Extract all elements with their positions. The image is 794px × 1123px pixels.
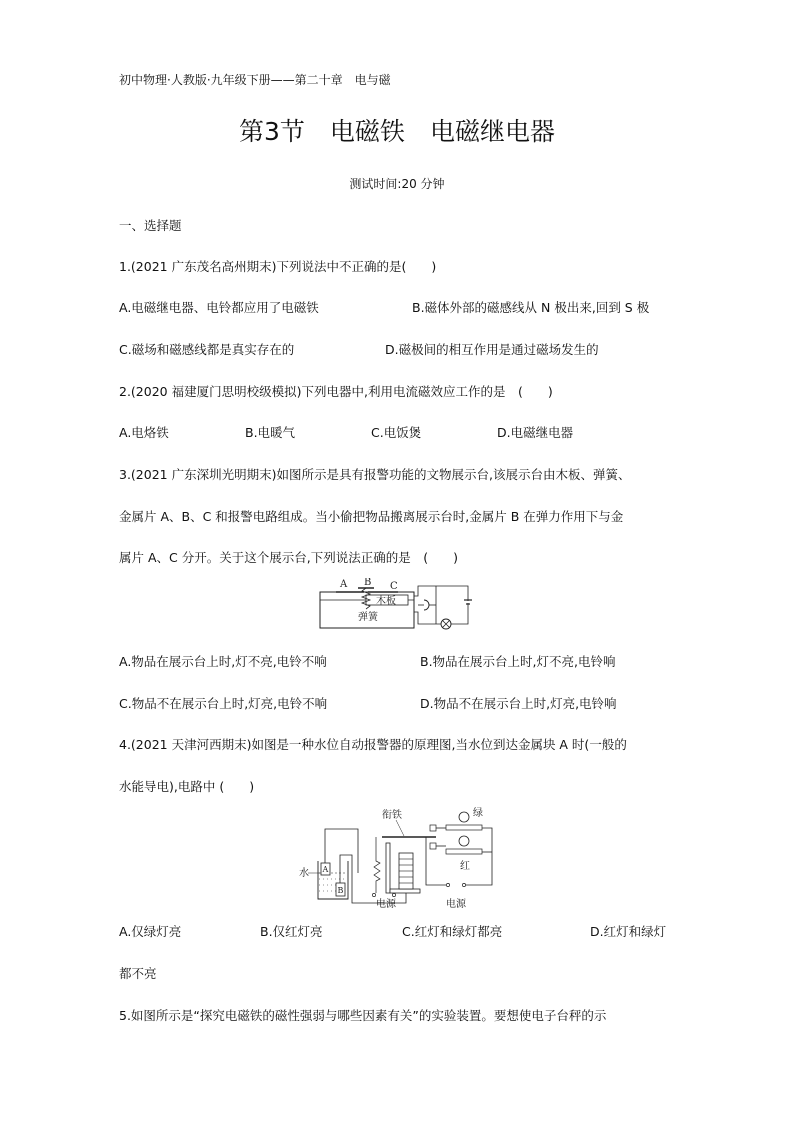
q3-label-b: B <box>364 578 372 588</box>
q4-option-b: B.仅红灯亮 <box>260 924 323 939</box>
q3-display-stand-diagram <box>318 578 478 636</box>
q4-label-green: 绿 <box>473 808 483 819</box>
q1-option-d: D.磁极间的相互作用是通过磁场发生的 <box>385 342 599 357</box>
q3-option-a: A.物品在展示台上时,灯不亮,电铃不响 <box>119 654 327 669</box>
q3-stem-line3: 属片 A、C 分开。关于这个展示台,下列说法正确的是 ( ) <box>119 550 458 565</box>
q1-option-a: A.电磁继电器、电铃都应用了电磁铁 <box>119 300 319 315</box>
q1-option-b: B.磁体外部的磁感线从 N 极出来,回到 S 极 <box>412 300 650 315</box>
q4-option-a: A.仅绿灯亮 <box>119 924 182 939</box>
q4-water-alarm-diagram <box>296 803 496 913</box>
q4-stem-line1: 4.(2021 天津河西期末)如图是一种水位自动报警器的原理图,当水位到达金属块 A 时(一般的 <box>119 737 627 752</box>
q2-option-b: B.电暖气 <box>245 425 296 440</box>
page-title: 第3节 电磁铁 电磁继电器 <box>239 117 555 146</box>
q4-label-b: B <box>337 886 344 895</box>
q3-option-b: B.物品在展示台上时,灯不亮,电铃响 <box>420 654 616 669</box>
q4-label-armature: 衔铁 <box>382 810 402 821</box>
q5-stem-line1: 5.如图所示是“探究电磁铁的磁性强弱与哪些因素有关”的实验装置。要想使电子台秤的示 <box>119 1008 607 1023</box>
q3-label-board: 木板 <box>376 596 396 607</box>
q4-label-red: 红 <box>460 861 470 872</box>
q4-option-c: C.红灯和绿灯都亮 <box>402 924 503 939</box>
q4-option-d: D.红灯和绿灯 <box>590 924 667 939</box>
q3-label-spring: 弹簧 <box>358 612 378 623</box>
q3-stem-line2: 金属片 A、B、C 和报警电路组成。当小偷把物品搬离展示台时,金属片 B 在弹力作用下与金 <box>119 509 624 524</box>
q4-stem-line2: 水能导电),电路中 ( ) <box>119 779 255 794</box>
q3-label-a: A <box>340 579 348 590</box>
chapter-header: 初中物理·人教版·九年级下册——第二十章 电与磁 <box>119 73 391 87</box>
q4-label-power-right: 电源 <box>446 899 466 910</box>
q4-option-d-continued: 都不亮 <box>119 966 157 981</box>
q3-label-c: C <box>390 581 398 592</box>
test-time: 测试时间:20 分钟 <box>349 177 445 191</box>
q3-option-d: D.物品不在展示台上时,灯亮,电铃响 <box>420 696 617 711</box>
q2-option-a: A.电烙铁 <box>119 425 169 440</box>
q1-option-c: C.磁场和磁感线都是真实存在的 <box>119 342 295 357</box>
q3-option-c: C.物品不在展示台上时,灯亮,电铃不响 <box>119 696 328 711</box>
q2-stem: 2.(2020 福建厦门思明校级模拟)下列电器中,利用电流磁效应工作的是 ( ) <box>119 384 553 399</box>
q2-option-c: C.电饭煲 <box>371 425 422 440</box>
section-heading: 一、选择题 <box>119 218 182 233</box>
q1-stem: 1.(2021 广东茂名高州期末)下列说法中不正确的是( ) <box>119 259 437 274</box>
q2-option-d: D.电磁继电器 <box>497 425 574 440</box>
q4-label-water: 水 <box>299 868 309 879</box>
q4-label-power-left: 电源 <box>376 899 396 910</box>
q3-stem-line1: 3.(2021 广东深圳光明期末)如图所示是具有报警功能的文物展示台,该展示台由木板、弹簧、 <box>119 467 631 482</box>
q4-label-a: A <box>322 865 329 874</box>
